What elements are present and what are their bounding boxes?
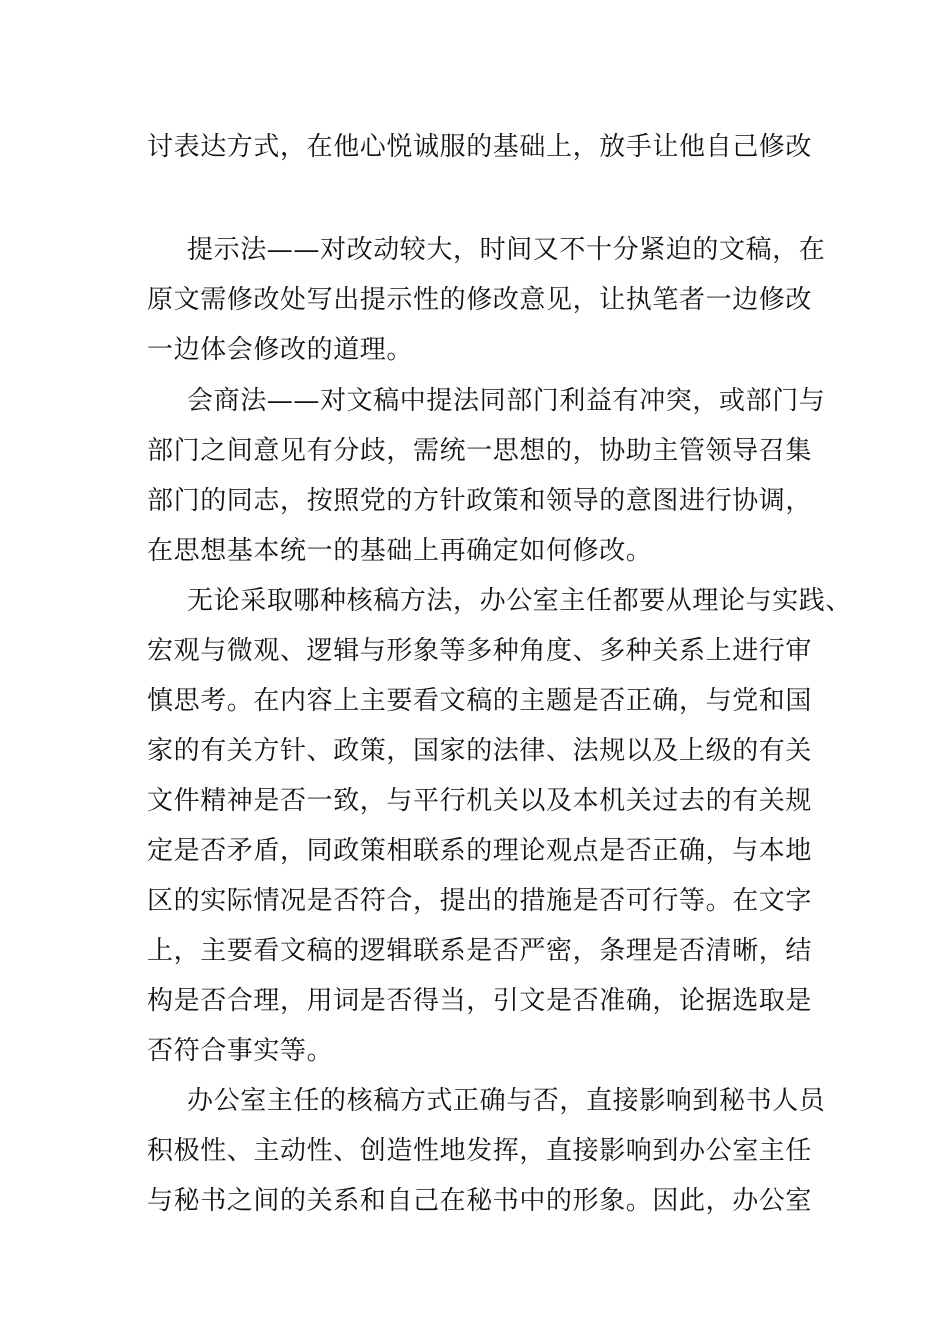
text-line: 慎思考。在内容上主要看文稿的主题是否正确，与党和国 [147, 686, 813, 716]
text-line: 无论采取哪种核稿方法，办公室主任都要从理论与实践、 [187, 586, 853, 616]
text-line: 一边体会修改的道理。 [147, 335, 414, 365]
text-line: 与秘书之间的关系和自己在秘书中的形象。因此，办公室 [147, 1186, 813, 1216]
text-line: 积极性、主动性、创造性地发挥，直接影响到办公室主任 [147, 1136, 813, 1166]
text-line: 部门的同志，按照党的方针政策和领导的意图进行协调， [147, 486, 813, 516]
text-line: 提示法——对改动较大，时间又不十分紧迫的文稿，在 [187, 235, 826, 265]
text-line: 构是否合理，用词是否得当，引文是否准确，论据选取是 [147, 986, 813, 1016]
text-line: 会商法——对文稿中提法同部门利益有冲突，或部门与 [187, 386, 826, 416]
text-line: 上，主要看文稿的逻辑联系是否严密，条理是否清晰，结 [147, 936, 813, 966]
text-line: 定是否矛盾，同政策相联系的理论观点是否正确，与本地 [147, 836, 813, 866]
text-line: 宏观与微观、逻辑与形象等多种角度、多种关系上进行审 [147, 636, 813, 666]
text-line: 原文需修改处写出提示性的修改意见，让执笔者一边修改 [147, 285, 813, 315]
text-line: 办公室主任的核稿方式正确与否，直接影响到秘书人员 [187, 1086, 826, 1116]
text-line: 讨表达方式，在他心悦诚服的基础上，放手让他自己修改 [147, 132, 813, 162]
text-line: 文件精神是否一致，与平行机关以及本机关过去的有关规 [147, 786, 813, 816]
text-line: 家的有关方针、政策，国家的法律、法规以及上级的有关 [147, 736, 813, 766]
text-line: 区的实际情况是否符合，提出的措施是否可行等。在文字 [147, 886, 813, 916]
text-line: 否符合事实等。 [147, 1036, 334, 1066]
text-line: 在思想基本统一的基础上再确定如何修改。 [147, 536, 653, 566]
text-line: 部门之间意见有分歧，需统一思想的，协助主管领导召集 [147, 436, 813, 466]
